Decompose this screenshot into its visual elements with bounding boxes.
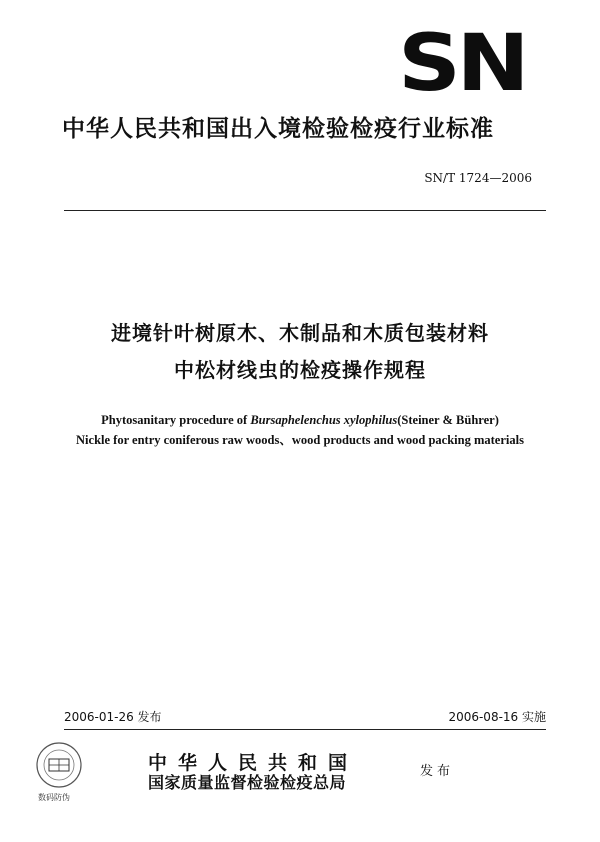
implementation-date: 2006-08-16 实施 — [448, 710, 546, 724]
issue-date: 2006-01-26 发布 — [64, 710, 162, 724]
english-title-line-1 — [0, 410, 600, 430]
bottom-divider — [64, 729, 546, 730]
english-species-name: Bursaphelenchus xylophilus — [250, 413, 398, 427]
issue-word: 发布 — [420, 764, 455, 779]
sn-logo: SN — [398, 19, 526, 109]
issuer-line-2: 国家质量监督检验检疫总局 — [148, 773, 347, 792]
standard-code: SN/T 1724—2006 — [424, 171, 532, 185]
issuer-line-1: 中华人民共和国 — [148, 752, 359, 774]
chinese-title-line-1: 进境针叶树原木、木制品和木质包装材料 — [111, 321, 489, 345]
seal-label: 数码防伪 — [38, 793, 70, 802]
english-title-suffix: (Steiner & Bührer) — [397, 413, 499, 427]
top-divider — [64, 210, 546, 211]
anti-counterfeit-seal-icon — [34, 740, 84, 790]
chinese-title-line-2: 中松材线虫的检疫操作规程 — [174, 358, 426, 382]
english-title-prefix: Phytosanitary procedure of — [101, 413, 251, 427]
english-title-line-2: Nickle for entry coniferous raw woods、wood products and wood packing materials — [76, 433, 524, 447]
standard-category: 中华人民共和国出入境检验检疫行业标准 — [62, 116, 494, 142]
